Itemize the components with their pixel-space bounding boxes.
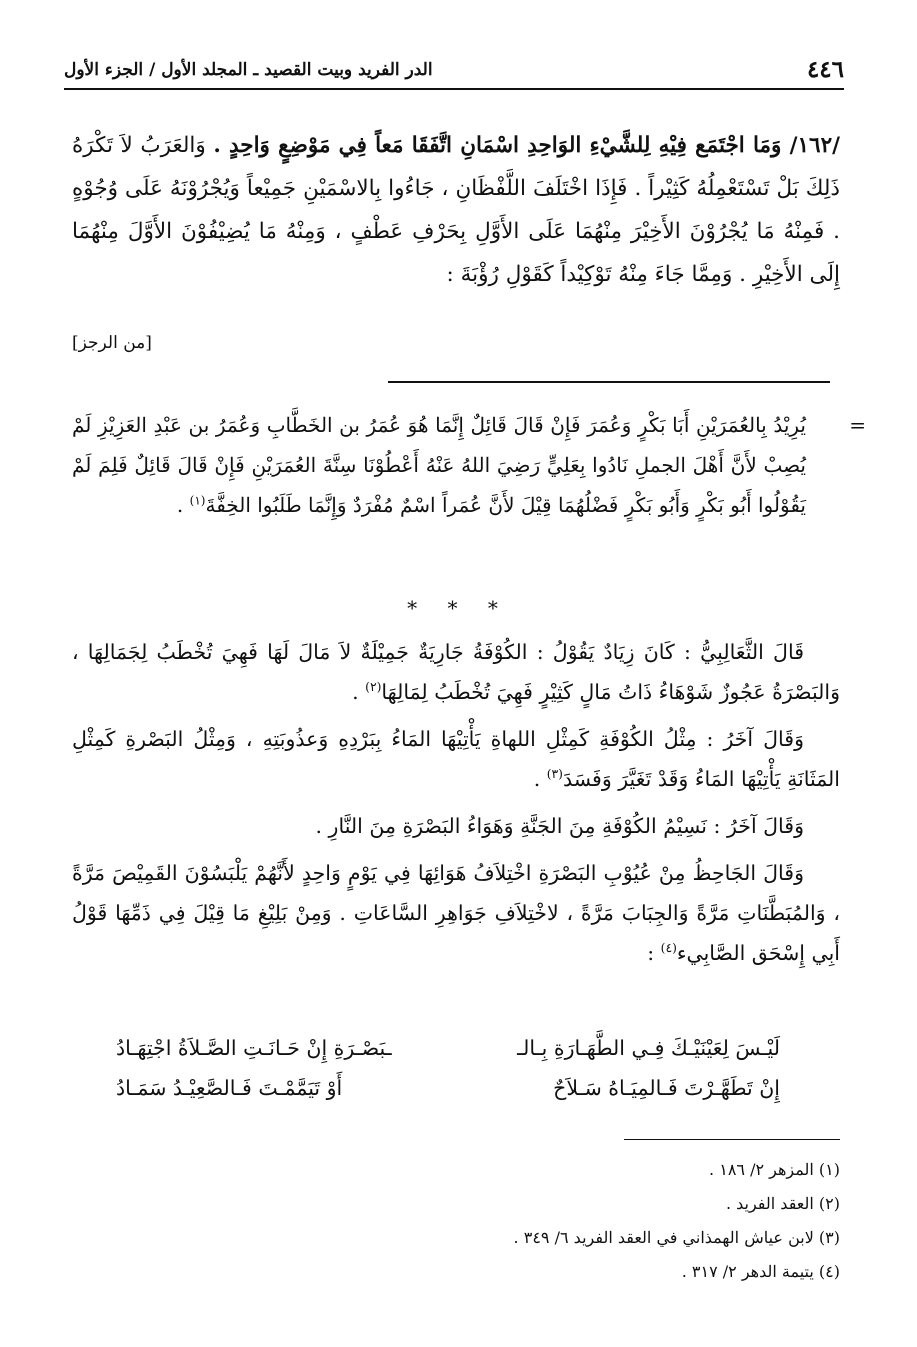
meter-label: [من الرجز] <box>72 333 152 353</box>
verse-second-hemistich: أَوْ تَيَمَّمْـتَ فَـالصَّعِيْـدُ سَمَـادُ <box>116 1076 343 1100</box>
continued-footnote-end: . <box>176 493 190 517</box>
footnote: (٣) لابن عياش الهمذاني في العقد الفريد ٦/ ٣٤٩ . <box>513 1228 840 1247</box>
section-heading-paragraph <box>72 124 840 296</box>
text-notes-divider <box>388 381 830 383</box>
footnote-ref: (١) <box>189 493 206 508</box>
footnote-ref: (٢) <box>365 680 382 695</box>
continued-footnote <box>72 405 866 525</box>
footnote: (١) المزهر ٢/ ١٨٦ . <box>709 1160 840 1179</box>
footnote: (٢) العقد الفريد . <box>725 1194 840 1213</box>
footnotes <box>72 1153 840 1289</box>
section-separator: * * * <box>407 596 510 620</box>
body-text <box>72 632 840 980</box>
running-title: الدر الفريد وبيت القصيد ـ المجلد الأول / الجزء الأول <box>64 60 433 80</box>
main-paragraph: وَالعَرَبُ لاَ تَكْرَهُ ذَلِكَ بَلْ تَسْتَعْمِلُهُ كَثِيْراً . فَإِذَا اخْتَلَفَ اللَّفْظَانِ ، جَاءُوا بِالاسْمَيْنِ جَمِيْعاً وَيُجْرُوْنَهُ عَلَى وُجُوْهٍ . فَمِنْهُ مَا يُجْرُوْنَ الأَخِيْرَ مِنْهُمَا عَلَى الأَوَّلِ بِحَرْفِ عَطْفٍ ، وَمِنْهُ مَا يُضِيْفُوْنَ الأَوَّلَ مِنْهُمَا إِلَى الأَخِيْرِ . وَمِمَّا جَاءَ مِنْهُ تَوْكِيْداً كَقَوْلِ رُؤْبَةَ : <box>72 133 840 287</box>
verse-first-hemistich: إِنْ تَطَهَّـرْتَ فَـالمِيَـاهُ سَـلاَحٌ <box>553 1076 780 1100</box>
paragraph: وَقَالَ الجَاحِظُ مِنْ عُيُوْبِ البَصْرَةِ اخْتِلاَفُ هَوَائِهَا فِي يَوْمٍ وَاحِدٍ لأَنَّهُمْ يَلْبَسُوْنَ القَمِيْصَ مَرَّةً ، وَالمُبَطَّنَاتِ مَرَّةً وَالجِبَابَ مَرَّةً ، لاخْتِلاَفِ جَوَاهِرِ السَّاعَاتِ . وَمِنْ بَلِيْغِ مَا قِيْلَ فِي ذَمِّهَا قَوْلُ أَبِي إِسْحَق الصَّابِيء$^{(٤)}$ : <box>72 861 840 965</box>
footnote-ref: (٣) <box>546 767 563 782</box>
paragraph: وَقَالَ آخَرُ : نَسِيْمُ الكُوْفَةِ مِنَ الجَنَّةِ وَهَوَاءُ البَصْرَةِ مِنَ النَّارِ . <box>315 814 804 838</box>
main-text <box>72 124 840 296</box>
page-number: ٤٤٦ <box>806 56 844 83</box>
footnote-ref: (٤) <box>660 941 677 956</box>
footnote-rule <box>624 1139 840 1140</box>
footnote: (٤) يتيمة الدهر ٢/ ٣١٧ . <box>681 1262 840 1281</box>
page-header <box>64 54 844 90</box>
header-rule <box>64 88 844 90</box>
verse-first-hemistich: لَيْـسَ لِعَيْنَيْـكَ فِـي الطَّهَـارَةِ بِـالـ <box>517 1036 780 1060</box>
section-heading: /١٦٢/ وَمَا اجْتَمَع فِيْهِ لِلشَّيْءِ الوَاحِدِ اسْمَانِ اتَّفَقَا مَعاً فِي مَوْضِعٍ وَاحِدٍ . <box>213 133 840 158</box>
paragraph: وَقَالَ آخَرُ : مِثْلُ الكُوْفَةِ كَمِثْلِ اللهاةِ يَأْتِيْهَا المَاءُ بِبَرْدِهِ وَعذُوبَتِهِ ، وَمِثْلُ البَصْرةِ كَمِثْلِ المَثَانَةِ يَأْتِيْهَا المَاءُ وَقَدْ تَغَيَّرَ وَفَسَدَ$^{(٣)}$ . <box>72 727 840 791</box>
verse-second-hemistich: ـبَصْـرَةِ إِنْ حَـانَـتِ الصَّـلاَةُ اجْتِهَـادُ <box>116 1036 392 1060</box>
paragraph: قَالَ الثَّعَالِبِيُّ : كَانَ زِيَادٌ يَقُوْلُ : الكُوْفَةُ جَارِيَةٌ جَمِيْلَةٌ لاَ مَالَ لَهَا فَهِيَ تُخْطَبُ لِجَمَالِهَا ، وَالبَصْرَةُ عَجُوزٌ شَوْهَاءُ ذَاتُ مَالٍ كَثِيْرٍ فَهِيَ تُخْطَبُ لِمَالِهَا$^{(٢)}$ . <box>72 640 840 704</box>
continued-footnote-text: يُرِيْدُ بِالعُمَرَيْنِ أَبَا بَكْرٍ وَعُمَرَ فَإِنْ قَالَ قَائِلٌ إِنَّمَا هُوَ عُمَرُ بن الخَطَّابِ وَعُمَرُ بن عَبْدِ العَزِيْزِ لَمْ يُصِبْ لأَنَّ أَهْلَ الجملِ نَادُوا بِعَلِيٍّ رَضِيَ اللهُ عَنْهُ أَعْطُوْنَا سِنَّةَ العُمَرَيْنِ فَإِنْ قَالَ قَائِلٌ فَلِمَ لَمْ يَقُوْلُوا أَبُو بَكْرٍ وَأَبُو بَكْرٍ فَضْلُهُمَا قِيْلَ لأَنَّ عُمَراً اسْمٌ مُفْرَدٌ وَإِنَّمَا طَلَبُوا الخِفَّةَ <box>72 413 806 517</box>
continuation-marker: = <box>849 413 866 437</box>
